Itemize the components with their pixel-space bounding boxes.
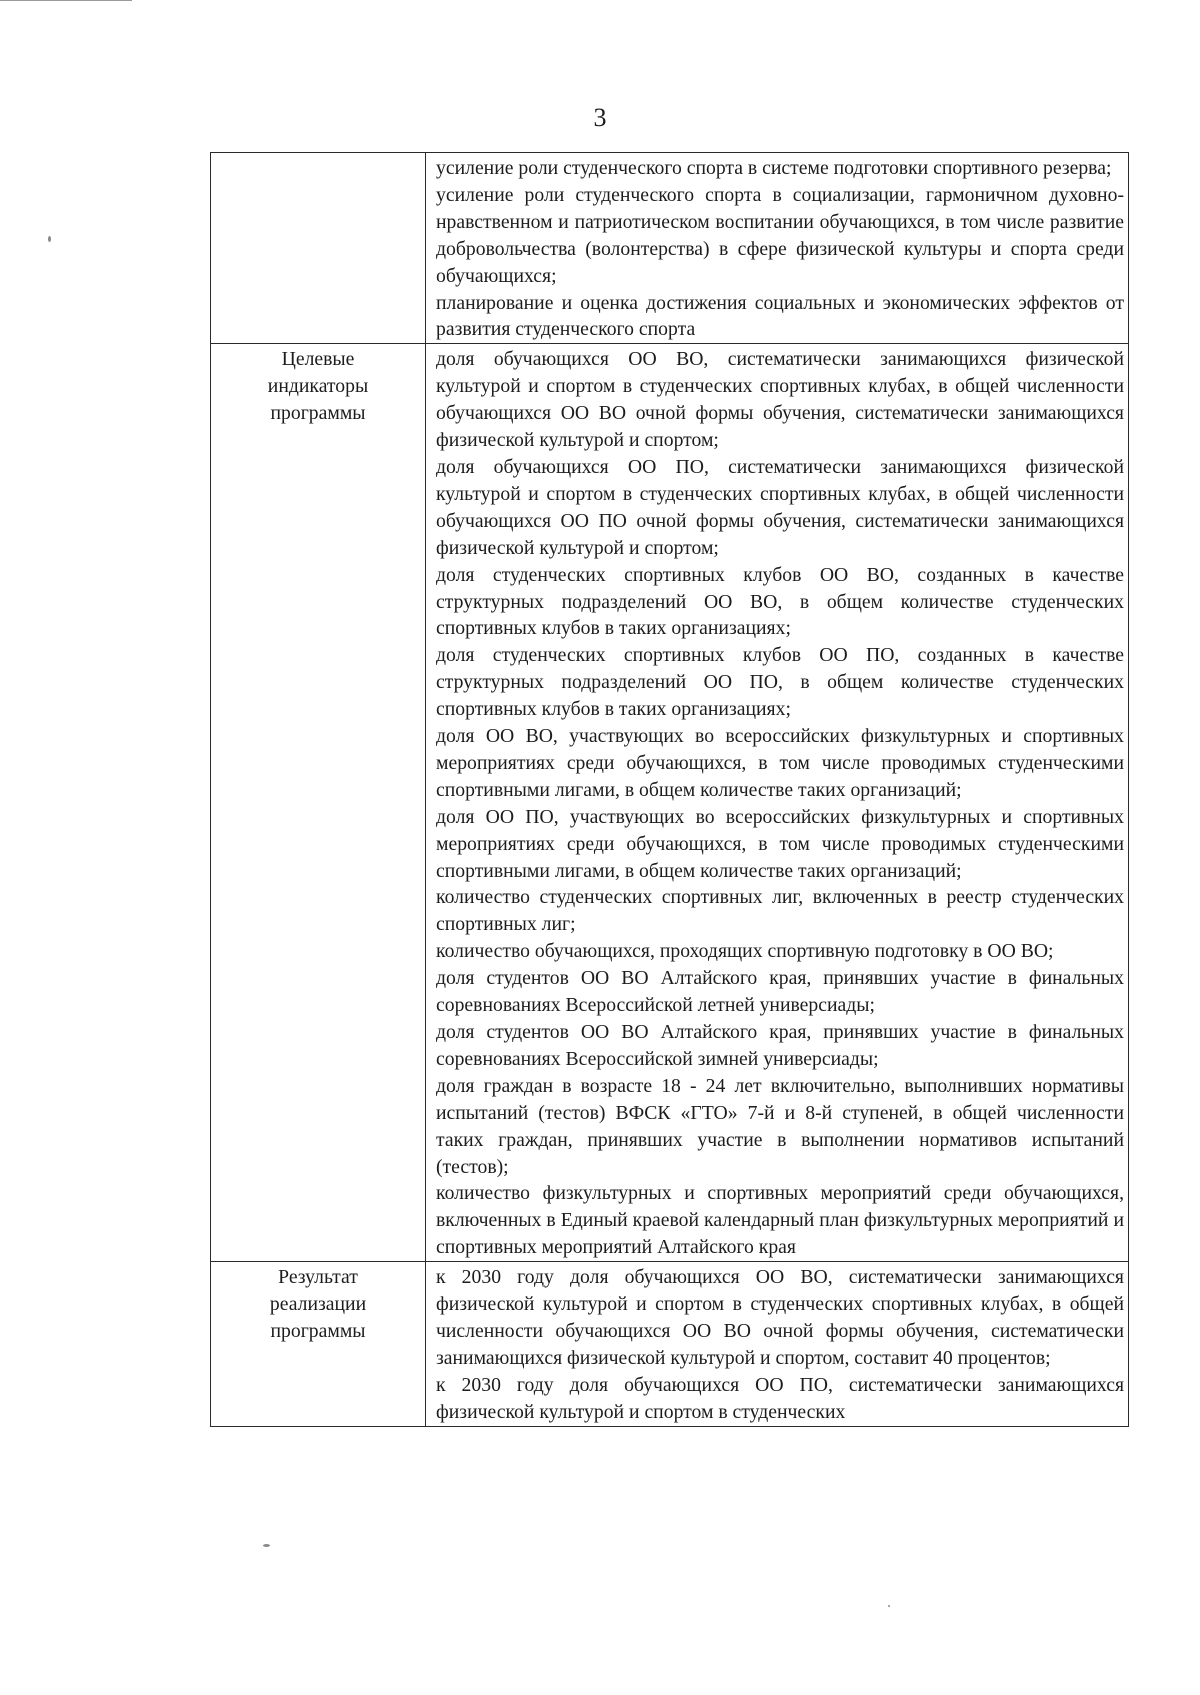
row-paragraph: планирование и оценка достижения социальных и экономических эффектов от развития студенческого спорта [436,291,1124,341]
table-row [211,344,1129,1262]
row-label-cell [211,1262,426,1426]
table-row [211,1262,1129,1426]
row-paragraph: доля обучающихся ОО ПО, систематически занимающихся физической культурой и спортом в студенческих спортивных клубах, в общей численности обучающихся ОО ПО очной формы обучения, систематически занимающихся физической культурой и спортом; [436,455,1124,559]
row-label-line: реализации [269,1293,367,1316]
row-paragraph: доля студенческих спортивных клубов ОО ВО, созданных в качестве структурных подразделений ОО ВО, в общем количестве студенческих спортивных клубов в таких организациях; [436,563,1124,640]
table-row [211,153,1129,344]
scan-corner-mark [0,0,132,5]
row-label-line: программы [270,1319,366,1342]
row-paragraph: количество физкультурных и спортивных мероприятий среди обучающихся, включенных в Единый краевой календарный план физкультурных мероприятий и спортивных мероприятий Алтайского края [436,1182,1124,1259]
row-paragraph: усиление роли студенческого спорта в социализации, гармоничном духовно-нравственном и патриотическом воспитании обучающихся, в том числе развитие добровольчества (волонтерства) в сфере физической культуры и спорта среди обучающихся; [436,183,1124,287]
row-paragraph: к 2030 году доля обучающихся ОО ВО, систематически занимающихся физической культурой и спортом в студенческих спортивных клубах, в общей численности обучающихся ОО ВО очной формы обучения, систематически занимающихся физической культурой и спортом, составит 40 процентов; [436,1266,1124,1369]
scan-speck [888,1605,890,1607]
row-label-line: Результат [278,1266,358,1289]
row-paragraph: количество студенческих спортивных лиг, включенных в реестр студенческих спортивных лиг; [436,886,1124,936]
scan-speck [48,236,51,242]
row-label-line: программы [270,402,366,425]
row-paragraph: доля студенческих спортивных клубов ОО ПО, созданных в качестве структурных подразделений ОО ПО, в общем количестве студенческих спортивных клубов в таких организациях; [436,644,1124,721]
row-paragraph: доля студентов ОО ВО Алтайского края, принявших участие в финальных соревнованиях Всероссийской летней универсиады; [436,967,1124,1017]
row-text-cell [426,153,1129,344]
row-paragraph: доля ОО ВО, участвующих во всероссийских физкультурных и спортивных мероприятиях среди обучающихся, в том числе проводимых студенческими спортивными лигами, в общем количестве таких организаций; [436,725,1124,801]
row-paragraph: доля студентов ОО ВО Алтайского края, принявших участие в финальных соревнованиях Всероссийской зимней универсиады; [436,1021,1124,1070]
table-body [211,153,1129,1427]
row-paragraph: доля обучающихся ОО ВО, систематически занимающихся физической культурой и спортом в студенческих спортивных клубах, в общей численности обучающихся ОО ВО очной формы обучения, систематически занимающихся физической культурой и спортом; [436,348,1124,452]
page-number: 3 [593,103,607,132]
scan-speck [263,1544,270,1547]
row-paragraph: количество обучающихся, проходящих спортивную подготовку в ОО ВО; [436,940,1054,963]
row-paragraph: доля граждан в возрасте 18 - 24 лет включительно, выполнивших нормативы испытаний (тестов) ВФСК «ГТО» 7-й и 8-й ступеней, в общей численности таких граждан, принявших участие в выполнении нормативов испытаний (тестов); [436,1074,1124,1178]
row-paragraph: доля ОО ПО, участвующих во всероссийских физкультурных и спортивных мероприятиях среди обучающихся, в том числе проводимых студенческими спортивными лигами, в общем количестве таких организаций; [436,805,1124,882]
row-paragraph: к 2030 году доля обучающихся ОО ПО, систематически занимающихся физической культурой и спортом в студенческих [436,1373,1124,1423]
row-label-line: индикаторы [267,375,369,398]
program-passport-table [210,152,1129,1427]
row-text-cell [426,344,1129,1262]
row-label-cell [211,344,426,1262]
row-label-cell [211,153,426,344]
row-paragraph: усиление роли студенческого спорта в системе подготовки спортивного резерва; [436,157,1112,179]
row-label-line: Целевые [281,348,355,371]
row-text-cell [426,1262,1129,1426]
